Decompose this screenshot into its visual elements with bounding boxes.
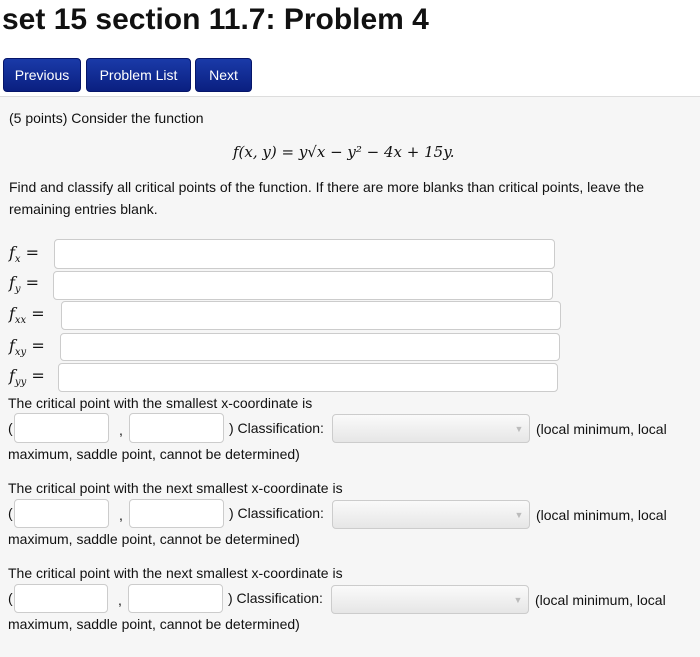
classification-label: ) Classification: bbox=[229, 420, 324, 436]
classification-label: ) Classification: bbox=[229, 505, 324, 521]
fxx-input[interactable] bbox=[61, 301, 561, 330]
options-hint-cont: maximum, saddle point, cannot be determined) bbox=[8, 616, 300, 632]
open-paren: ( bbox=[8, 420, 13, 436]
open-paren: ( bbox=[8, 590, 13, 606]
chevron-down-icon: ▼ bbox=[514, 424, 524, 434]
cp3-classification-select[interactable] bbox=[331, 585, 529, 614]
fxy-label: $f_{xy}$ = bbox=[9, 336, 45, 359]
open-paren: ( bbox=[8, 505, 13, 521]
cp2-classification-select[interactable] bbox=[332, 500, 530, 529]
classification-label: ) Classification: bbox=[228, 590, 323, 606]
options-hint: (local minimum, local bbox=[535, 592, 666, 608]
chevron-down-icon: ▼ bbox=[514, 510, 524, 520]
fx-label: $f_x$ = bbox=[9, 243, 40, 266]
function-formula: f(x, y) = y√x − y² − 4x + 15y. bbox=[233, 143, 455, 161]
problem-panel bbox=[0, 96, 700, 657]
fxx-label: $f_{xx}$ = bbox=[9, 304, 45, 327]
next-button[interactable]: Next bbox=[195, 58, 252, 92]
problem-intro: (5 points) Consider the function bbox=[9, 110, 204, 126]
critical-point-2-heading: The critical point with the next smallest x-coordinate is bbox=[8, 480, 343, 496]
options-hint-cont: maximum, saddle point, cannot be determined) bbox=[8, 446, 300, 462]
cp1-x-input[interactable] bbox=[14, 413, 109, 443]
instructions: Find and classify all critical points of the function. If there are more blanks than critical points, leave the bbox=[9, 179, 644, 195]
comma: , bbox=[119, 507, 123, 523]
previous-button[interactable]: Previous bbox=[3, 58, 81, 92]
options-hint-cont: maximum, saddle point, cannot be determined) bbox=[8, 531, 300, 547]
cp1-classification-select[interactable] bbox=[332, 414, 530, 443]
cp3-y-input[interactable] bbox=[128, 584, 223, 613]
critical-point-3-heading: The critical point with the next smallest x-coordinate is bbox=[8, 565, 343, 581]
fxy-input[interactable] bbox=[60, 333, 560, 361]
fy-label: $f_y$ = bbox=[9, 273, 40, 296]
page-title: set 15 section 11.7: Problem 4 bbox=[2, 3, 429, 36]
problem-list-button[interactable]: Problem List bbox=[86, 58, 191, 92]
comma: , bbox=[119, 422, 123, 438]
fyy-input[interactable] bbox=[58, 363, 558, 392]
cp1-y-input[interactable] bbox=[129, 413, 224, 443]
cp3-x-input[interactable] bbox=[14, 584, 108, 613]
cp2-x-input[interactable] bbox=[14, 499, 109, 528]
cp2-y-input[interactable] bbox=[129, 499, 224, 528]
comma: , bbox=[118, 592, 122, 608]
options-hint: (local minimum, local bbox=[536, 421, 667, 437]
fy-input[interactable] bbox=[53, 271, 553, 300]
critical-point-1-heading: The critical point with the smallest x-coordinate is bbox=[8, 395, 313, 411]
fx-input[interactable] bbox=[54, 239, 555, 269]
options-hint: (local minimum, local bbox=[536, 507, 667, 523]
fyy-label: $f_{yy}$ = bbox=[9, 366, 45, 389]
instructions-cont: remaining entries blank. bbox=[9, 201, 158, 217]
chevron-down-icon: ▼ bbox=[513, 595, 523, 605]
